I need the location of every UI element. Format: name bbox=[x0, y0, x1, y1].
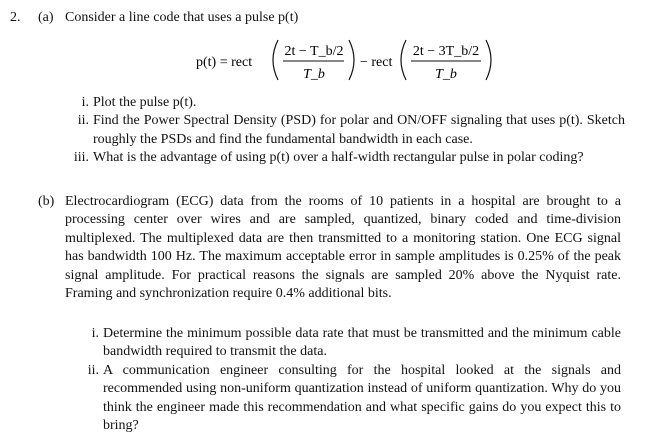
part-b-body bbox=[65, 193, 621, 303]
item-numeral: ii. bbox=[87, 362, 99, 378]
paren-right-2 bbox=[486, 40, 491, 80]
part-a-items bbox=[65, 94, 625, 168]
item-numeral: i. bbox=[81, 95, 89, 110]
paren-right-1 bbox=[349, 40, 354, 80]
part-a-label: (a) bbox=[38, 10, 54, 25]
term1-numerator: 2t − T_b/2 bbox=[284, 44, 344, 59]
part-b-item bbox=[75, 325, 621, 362]
term1-denominator: T_b bbox=[303, 67, 325, 82]
formula-operator: − rect bbox=[360, 55, 393, 70]
part-b-items bbox=[65, 325, 621, 435]
part-b-label: (b) bbox=[38, 194, 55, 209]
pulse-formula-svg bbox=[0, 34, 648, 90]
part-a-item bbox=[65, 94, 625, 112]
item-text: A communication engineer consulting for the hospital looked at the signals and recommended using non-uniform quantization instead of uniform quantization. Why do you think the engineer made this recommendation and what specific gains do you expect this to bring? bbox=[103, 362, 621, 434]
item-text: What is the advantage of using p(t) over a half-width rectangular pulse in polar coding? bbox=[93, 150, 584, 166]
formula-lhs: p(t) = rect bbox=[196, 55, 253, 70]
part-a-intro: Consider a line code that uses a pulse p(t) bbox=[65, 10, 299, 25]
term2-denominator: T_b bbox=[435, 67, 457, 82]
item-text: Determine the minimum possible data rate that must be transmitted and the minimum cable bandwidth required to transmit the data. bbox=[103, 326, 621, 360]
question-number: 2. bbox=[10, 10, 21, 25]
item-numeral: iii. bbox=[73, 150, 89, 166]
paren-left-2 bbox=[401, 40, 406, 80]
item-numeral: i. bbox=[91, 326, 99, 341]
item-numeral: ii. bbox=[77, 113, 89, 129]
part-a-item bbox=[65, 112, 625, 149]
part-b-paragraph: Electrocardiogram (ECG) data from the rooms of 10 patients in a hospital are brought to a processing center over wires and are sampled, quantized, binary coded and time-division multiplexed. The multiplexed data are then transmitted to a monitoring station. One ECG signal has bandwidth 100 Hz. The maximum acceptable error in sample amplitudes is 0.25% of the peak signal amplitude. For practical reasons the signals are sampled 20% above the Nyquist rate. Framing and synchronization require 0.4% additional bits. bbox=[65, 194, 621, 302]
part-a-item bbox=[65, 149, 625, 167]
part-b-item bbox=[75, 362, 621, 436]
term2-numerator: 2t − 3T_b/2 bbox=[412, 44, 480, 59]
item-text: Find the Power Spectral Density (PSD) for polar and ON/OFF signaling that uses p(t). Sketch roughly the PSDs and find the fundamental bandwidth in each case. bbox=[93, 113, 625, 147]
item-text: Plot the pulse p(t). bbox=[93, 95, 197, 110]
pulse-formula bbox=[0, 34, 648, 90]
paren-left-1 bbox=[273, 40, 278, 80]
